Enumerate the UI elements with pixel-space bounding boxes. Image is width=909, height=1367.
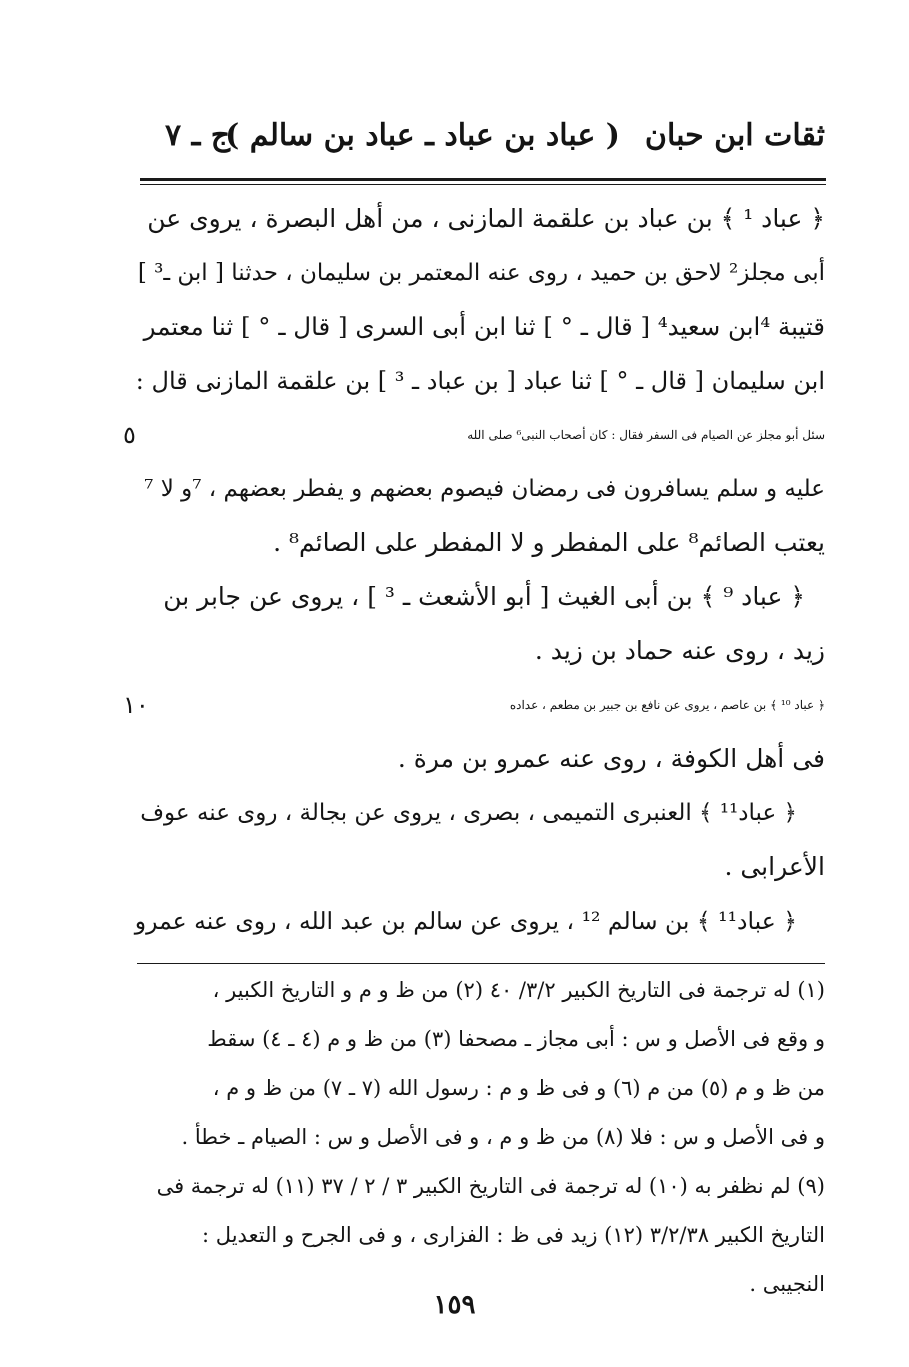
text-line: ﴿ عباد¹¹ ﴾ العنبرى التميمى ، بصرى ، يروى عن بجالة ، روى عنه عوف: [140, 800, 797, 826]
page-header: [135, 118, 825, 168]
text-line: يعتب الصائم⁸ على المفطر و لا المفطر على الصائم⁸ .: [273, 528, 825, 557]
main-text: [123, 192, 825, 948]
text-line: الأعرابى .: [724, 852, 825, 881]
footnote-rule: [137, 963, 825, 964]
text-line: أبى مجلز² لاحق بن حميد ، روى عنه المعتمر بن سليمان ، حدثنا [ ابن ـ³ ]: [137, 260, 825, 286]
footnote-line: و وقع فى الأصل و س : أبى مجاز ـ مصحفا (٣) من ظ و م (٤ ـ ٤) سقط: [207, 1027, 825, 1051]
text-line-content: ﴿ عباد ¹⁰ ﴾ بن عاصم ، يروى عن نافع بن جبير بن مطعم ، عداده: [509, 698, 825, 712]
text-line: ﴿ عباد¹¹ ﴾ بن سالم ¹² ، يروى عن سالم بن عبد الله ، روى عنه عمرو: [134, 907, 797, 935]
footnotes: [135, 966, 825, 1309]
footnote-line: من ظ و م (٥) من م (٦) و فى ظ و م : رسول الله (٧ ـ ٧) من ظ و م ،: [212, 1076, 825, 1100]
entry-range: ( عباد بن عباد ـ عباد بن سالم ): [225, 118, 620, 153]
page-number: ١٥٩: [433, 1290, 476, 1320]
text-line: قتيبة ⁴ابن سعيد⁴ [ قال ـ ° ] ثنا ابن أبى السرى [ قال ـ ° ] ثنا معتمر: [143, 312, 825, 341]
footnote-line: و فى الأصل و س : فلا (٨) من ظ و م ، و فى الأصل و س : الصيام ـ خطأ .: [181, 1125, 825, 1149]
text-line: ﴿ عباد ⁹ ﴾ بن أبى الغيث [ أبو الأشعث ـ ³ ] ، يروى عن جابر بن: [163, 582, 805, 611]
header-rule-thick: [140, 178, 826, 181]
text-line: زيد ، روى عنه حماد بن زيد .: [534, 636, 825, 665]
volume-number: ج ـ ٧: [165, 118, 231, 153]
text-line: ﴿ عباد ¹ ﴾ بن عباد بن علقمة المازنى ، من أهل البصرة ، يروى عن: [147, 204, 825, 233]
header-rule-thin: [140, 184, 826, 185]
footnote-line: النجيبى .: [749, 1272, 825, 1296]
book-title: ثقات ابن حبان: [644, 118, 825, 153]
line-number: ٥: [123, 421, 136, 449]
footnote-line: (٩) لم نظفر به (١٠) له ترجمة فى التاريخ الكبير ٣ / ٢ / ٣٧ (١١) له ترجمة فى: [156, 1174, 825, 1198]
text-line-content: سئل أبو مجلز عن الصيام فى السفر فقال : كان أصحاب النبى⁶ صلى الله: [467, 428, 825, 442]
footnote-line: (١) له ترجمة فى التاريخ الكبير ٣/٢/ ٤٠ (٢) من ظ و م و التاريخ الكبير ،: [212, 978, 825, 1002]
footnote-line: التاريخ الكبير ٣/٢/٣٨ (١٢) زيد فى ظ : الفزارى ، و فى الجرح و التعديل :: [202, 1223, 825, 1247]
text-line: عليه و سلم يسافرون فى رمضان فيصوم بعضهم و يفطر بعضهم ، ⁷و لا ⁷: [144, 476, 825, 502]
text-line: فى أهل الكوفة ، روى عنه عمرو بن مرة .: [397, 744, 825, 773]
line-number: ١٠: [123, 691, 149, 719]
text-line-5: [123, 408, 825, 462]
text-line: ابن سليمان [ قال ـ ° ] ثنا عباد [ بن عباد ـ ³ ] بن علقمة المازنى قال :: [135, 367, 825, 395]
text-line-10: [123, 678, 825, 732]
